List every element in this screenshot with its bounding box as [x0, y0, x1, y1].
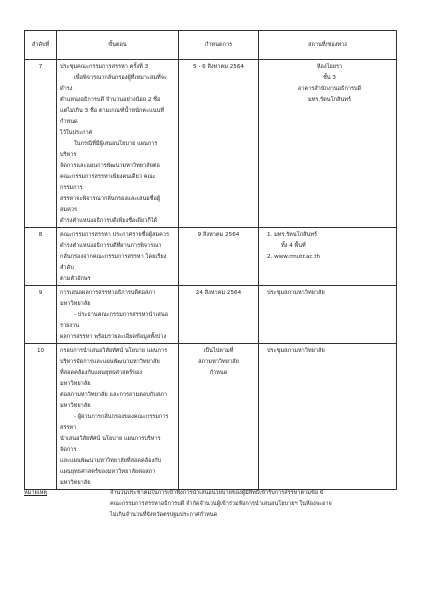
- venue-cell: ประชุมสภามหาวิทยาลัย: [259, 344, 397, 490]
- step-line: สรรหาจะพิจารณากลั่นกรองและเสนอชื่อผู้สมควร: [60, 196, 161, 213]
- step-line: ตามตัวอักษร: [60, 276, 91, 282]
- step-line: ตำแหน่งอธิการบดี จำนวนอย่างน้อย 2 ชื่อ: [60, 97, 161, 103]
- table-header-row: [25, 31, 397, 60]
- date-line: เป็นไปตามที่: [203, 348, 234, 354]
- step-line: ผลการสรรหา พร้อมรายละเอียดข้อมูลทั้งปวง: [60, 334, 167, 340]
- step-line: แผนยุทธศาสตร์ของมหาวิทยาลัยต่อสภา: [60, 469, 156, 475]
- step-line: กรอบการนำเสนอวิสัยทัศน์ นโยบาย แผนการ: [60, 348, 168, 354]
- table-row: [25, 286, 397, 344]
- venue-line: ห้องไอยรา: [316, 64, 343, 70]
- step-line: ประชุมคณะกรรมการสรรหา ครั้งที่ 3: [60, 64, 149, 70]
- date-line: สภามหาวิทยาลัย: [198, 359, 239, 365]
- step-line: ดำรงตำแหน่งอธิการบดีเพียงชื่อเดียวก็ได้: [60, 218, 158, 224]
- footnote-line: คณะกรรมการสรรหาอธิการบดี จำกัดจำนวนผู้เข้าร่วมฟังการนำเสนอนโยบายฯ ในห้องจะอาจ: [110, 501, 332, 507]
- row-number: 7: [25, 60, 57, 228]
- venue-cell: ประชุมสภามหาวิทยาลัย: [259, 286, 397, 344]
- step-line: ที่สอดคล้องกับแผนยุทธศาสตร์ของมหาวิทยาลัย: [60, 370, 143, 387]
- table-row: [25, 60, 397, 228]
- date-line: กำหนด: [209, 370, 228, 376]
- table-row: [25, 228, 397, 286]
- step-line: ต่อสภามหาวิทยาลัย และการถามตอบกับสภา: [60, 392, 167, 398]
- step-cell: [57, 60, 179, 228]
- step-line: คณะกรรมการสรรหา ประกาศรายชื่อผู้สมควร: [60, 232, 170, 238]
- footnote-label: หมายเหตุ: [24, 490, 48, 496]
- row-number: 8: [25, 228, 57, 286]
- date-cell: 24 สิงหาคม 2564: [179, 286, 259, 344]
- step-line: - ประธานคณะกรรมการสรรหานำเสนอรายงาน: [60, 312, 169, 329]
- footnote-body: [110, 488, 396, 521]
- step-cell: [57, 286, 179, 344]
- header-step: ขั้นตอน: [57, 31, 179, 60]
- step-line: ในกรณีที่มีผู้เสนอนโยบาย แผนการบริหาร: [60, 141, 158, 158]
- step-line: มหาวิทยาลัย: [60, 403, 91, 409]
- row-number: 9: [25, 286, 57, 344]
- header-no: ลำดับที่: [25, 31, 57, 60]
- venue-cell: [259, 228, 397, 286]
- table-row: [25, 344, 397, 490]
- step-line: มหาวิทยาลัย: [60, 480, 91, 486]
- venue-line: ทั้ง 4 พื้นที่: [281, 243, 306, 249]
- step-line: เพื่อพิจารณากลั่นกรองผู้ที่เหมาะสมที่จะดำรง: [60, 75, 167, 92]
- step-line: การเสนอผลการสรรหาอธิการบดีต่อสภามหาวิทยาลัย: [60, 290, 156, 307]
- step-cell: [57, 344, 179, 490]
- step-line: จัดการและแผนการพัฒนามหาวิทยาลัยต่อ: [60, 163, 160, 169]
- step-line: บริหารจัดการและแผนพัฒนามหาวิทยาลัย: [60, 359, 160, 365]
- step-line: คณะกรรมการสรรหาเพียงคนเดียว คณะกรรมการ: [60, 174, 156, 191]
- header-date: กำหนดการ: [179, 31, 259, 60]
- venue-line: ชั้น 3: [323, 75, 336, 81]
- date-cell: 9 สิงหาคม 2564: [179, 228, 259, 286]
- venue-line: 1. มทร.รัตนโกสินทร์: [267, 232, 318, 238]
- step-line: - ผู้ผ่านการกลั่นกรองของคณะกรรมการสรรหา: [60, 414, 169, 431]
- step-line: ไว้ในประกาศ: [60, 130, 93, 136]
- date-cell: 5 - 6 สิงหาคม 2564: [179, 60, 259, 228]
- schedule-table: [24, 30, 397, 490]
- venue-line: อาคารสำนักงานอธิการบดี: [297, 86, 362, 92]
- row-number: 10: [25, 344, 57, 490]
- step-cell: [57, 228, 179, 286]
- step-line: ดำรงตำแหน่งอธิการบดีที่ผ่านการพิจารณา: [60, 243, 162, 249]
- footnote-line: จำนวนประชาคมในการเข้าฟังการนำเสนอนโยบายของผู้มีสิทธิเข้ารับการสรรหาตามข้อ 6: [110, 490, 324, 496]
- date-cell: [179, 344, 259, 490]
- footnote-line: ไม่เกินจำนวนที่จังหวัดตรปฐมประกาศกำหนด: [110, 512, 218, 518]
- venue-line: 2. www.rmutr.ac.th: [267, 254, 321, 260]
- step-line: แต่ไม่เกิน 3 ชื่อ ตามเกณฑ์น้ำหนักคะแนนที่กำหนด: [60, 108, 165, 125]
- venue-line: มทร.รัตนโกสินทร์: [308, 97, 351, 103]
- venue-cell: [259, 60, 397, 228]
- step-line: และแผนพัฒนามหาวิทยาลัยที่สอดคล้องกับ: [60, 458, 162, 464]
- header-venue: สถานที่/ช่องทาง: [259, 31, 397, 60]
- step-line: นำเสนอวิสัยทัศน์ นโยบาย แผนการบริหารจัดการ: [60, 436, 161, 453]
- step-line: กลั่นกรองจากคณะกรรมการสรรหา โดยเรียงลำดับ: [60, 254, 167, 271]
